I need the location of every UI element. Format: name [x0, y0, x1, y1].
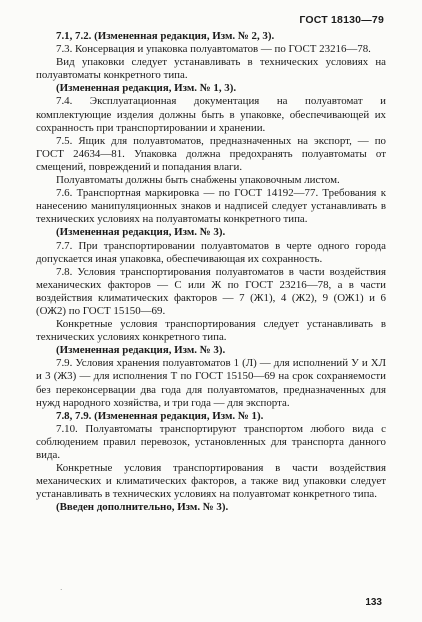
paragraph-1: 7.1, 7.2. (Измененная редакция, Изм. № 2, 3). [56, 30, 275, 42]
paragraph-7: Полуавтоматы должны быть снабжены упаковочным листом. [56, 174, 340, 187]
scan-speck: · [60, 586, 63, 594]
standard-number-header: ГОСТ 18130—79 [299, 14, 384, 26]
paragraph-18: (Введен дополнительно, Изм. № 3). [56, 501, 229, 514]
paragraph-8: 7.6. Транспортная маркировка — по ГОСТ 14192—77. Требования к нанесению манипуляционных знаков и надписей следует устанавливать в технических условиях на полуавтоматы конкретного типа. [36, 187, 386, 226]
paragraph-15: 7.8, 7.9. (Измененная редакция, Изм. № 1). [56, 409, 264, 422]
paragraph-5: 7.4. Эксплуатационная документация на полуавтомат и комплектующие изделия должны быть в упаковке, обеспечивающей их сохранность при транспортировании и хранении. [36, 95, 386, 134]
paragraph-3: Вид упаковки следует устанавливать в технических условиях на полуавтоматы конкретного типа. [36, 56, 386, 82]
paragraph-6: 7.5. Ящик для полуавтоматов, предназначенных на экспорт, — по ГОСТ 24634—81. Упаковка должна предохранять полуавтоматы от смещений, повреждений и попадания влаги. [36, 134, 386, 173]
page-number: 133 [365, 597, 382, 608]
paragraph-17: Конкретные условия транспортирования в части воздействия механических и климатических факторов, а также вид упаковки следует устанавливать в технических условиях на полуавтомат конкретного типа. [36, 462, 386, 501]
paragraph-14: 7.9. Условия хранения полуавтоматов 1 (Л) — для исполнений У и ХЛ и 3 (Ж3) — для исполнения Т по ГОСТ 15150—69 на срок сохраняемости без переконсервации два года для полуавтоматов, предназначенных для нужд народного хозяйства, и три года — для экспорта. [36, 357, 386, 409]
paragraph-2: 7.3. Консервация и упаковка полуавтоматов — по ГОСТ 23216—78. [56, 43, 371, 56]
paragraph-9: (Измененная редакция, Изм. № 3). [56, 226, 226, 239]
document-body [36, 30, 386, 514]
paragraph-12: Конкретные условия транспортирования следует устанавливать в технических условиях конкретного типа. [36, 318, 386, 344]
paragraph-13: (Измененная редакция, Изм. № 3). [56, 344, 226, 357]
paragraph-10: 7.7. При транспортировании полуавтоматов в черте одного города допускается иная упаковка, обеспечивающая их сохранность. [36, 239, 386, 265]
paragraph-16: 7.10. Полуавтоматы транспортируют транспортом любого вида с соблюдением правил перевозок, установленных для транспорта данного вида. [36, 422, 386, 461]
paragraph-11: 7.8. Условия транспортирования полуавтоматов в части воздействия механических факторов — С или Ж по ГОСТ 23216—78, а в части воздействия климатических факторов — 7 (Ж1), 4 (Ж2), 9 (ОЖ1) и 6 (ОЖ2) по ГОСТ 15150—69. [36, 265, 386, 317]
paragraph-4: (Измененная редакция, Изм. № 1, 3). [56, 82, 237, 95]
